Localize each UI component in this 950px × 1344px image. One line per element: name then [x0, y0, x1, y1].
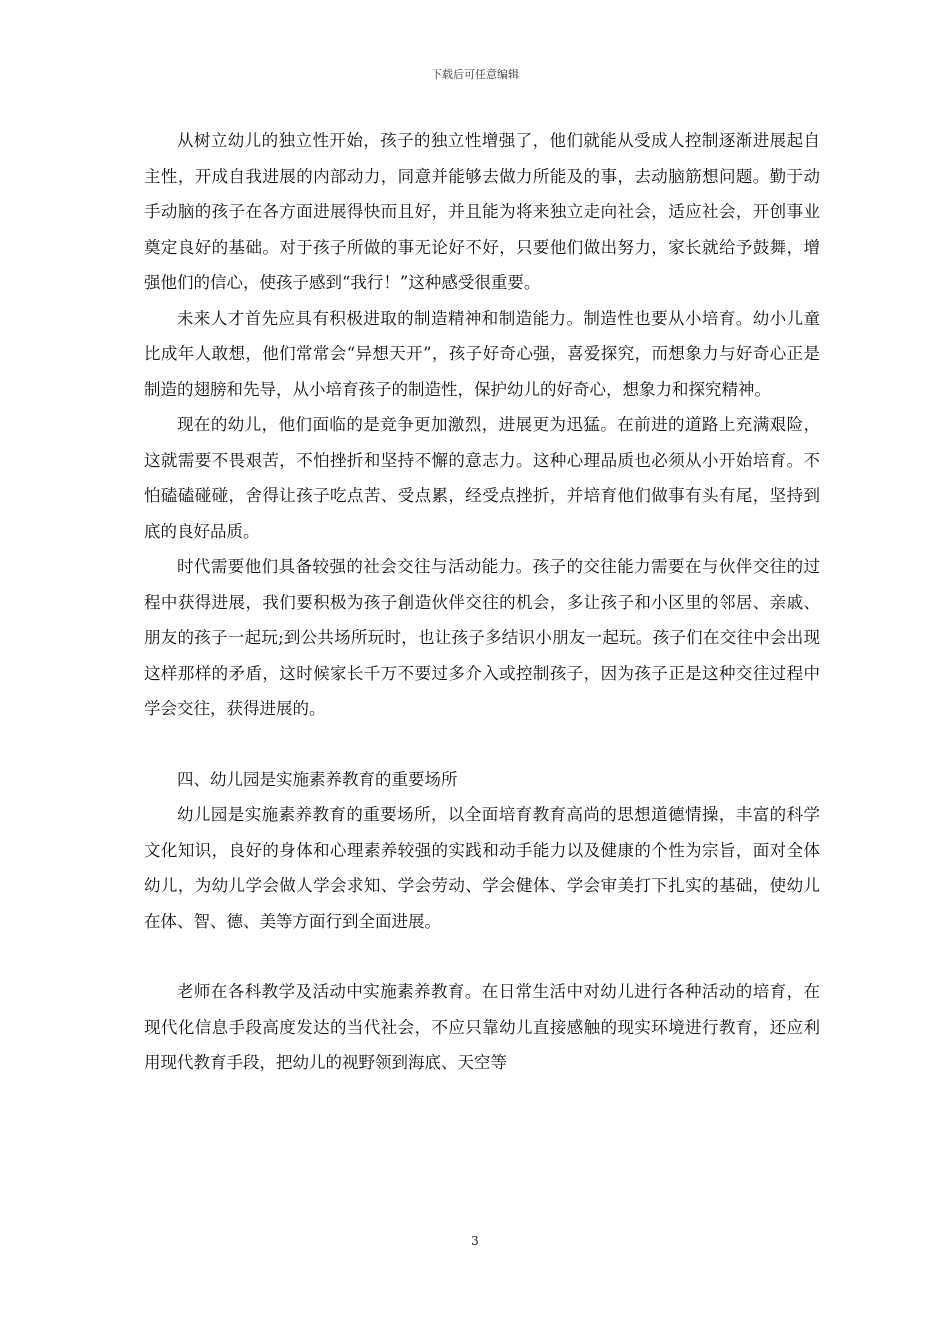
- paragraph: 现在的幼儿，他们面临的是竞争更加激烈，进展更为迅猛。在前进的道路上充满艰险，这就需要不畏艰苦，不怕挫折和坚持不懈的意志力。这种心理品质也必须从小开始培育。不怕磕磕碰碰，舍得让孩子吃点苦、受点累，经受点挫折，并培育他们做事有头有尾，坚持到底的良好品质。: [144, 415, 820, 541]
- section-heading: 四、幼儿园是实施素养教育的重要场所: [177, 769, 458, 789]
- paragraph-spacer: [144, 939, 820, 974]
- paragraph: 时代需要他们具备较强的社会交往与活动能力。孩子的交往能力需要在与伙伴交往的过程中获得进展，我们要积极为孩子創造伙伴交往的机会，多让孩子和小区里的邻居、亲戚、朋友的孩子一起玩;到公共场所玩时，也让孩子多结识小朋友一起玩。孩子们在交往中会出现这样那样的矛盾，这时候家长千万不要过多介入或控制孩子，因为孩子正是这种交往过程中学会交往，获得进展的。: [144, 557, 820, 718]
- paragraph: 幼儿园是实施素养教育的重要场所，以全面培育教育高尚的思想道德情操，丰富的科学文化知识，良好的身体和心理素养较强的实践和动手能力以及健康的个性为宗旨，面对全体幼儿，为幼儿学会做人学会求知、学会劳动、学会健体、学会审美打下扎实的基础，使幼儿在体、智、德、美等方面行到全面进展。: [144, 805, 820, 931]
- paragraph: 未来人才首先应具有积极进取的制造精神和制造能力。制造性也要从小培育。幼小儿童比成年人敢想，他们常常会“异想天开”，孩子好奇心强，喜爱探究，而想象力与好奇心正是制造的翅膀和先导，从小培育孩子的制造性，保护幼儿的好奇心，想象力和探究精神。: [144, 308, 820, 399]
- page-header: 下载后可任意编辑: [431, 68, 519, 81]
- page-number: 3: [471, 1234, 479, 1248]
- paragraph: 老师在各科教学及活动中实施素养教育。在日常生活中对幼儿进行各种活动的培育，在现代化信息手段高度发达的当代社会，不应只靠幼儿直接感触的现实环境进行教育，还应利用现代教育手段，把幼儿的视野领到海底、天空等: [144, 982, 820, 1072]
- paragraph-spacer: [144, 727, 820, 762]
- paragraph: 从树立幼儿的独立性开始，孩子的独立性增强了，他们就能从受成人控制逐渐进展起自主性，开成自我进展的内部动力，同意并能够去做力所能及的事，去动脑筋想问题。勤于动手动脑的孩子在各方面进展得快而且好，并且能为将来独立走向社会，适应社会，开创事业奠定良好的基础。对于孩子所做的事无论好不好，只要他们做出努力，家长就给予鼓舞，增强他们的信心，使孩子感到“我行！”这种感受很重要。: [144, 131, 820, 292]
- document-body: [144, 123, 820, 1081]
